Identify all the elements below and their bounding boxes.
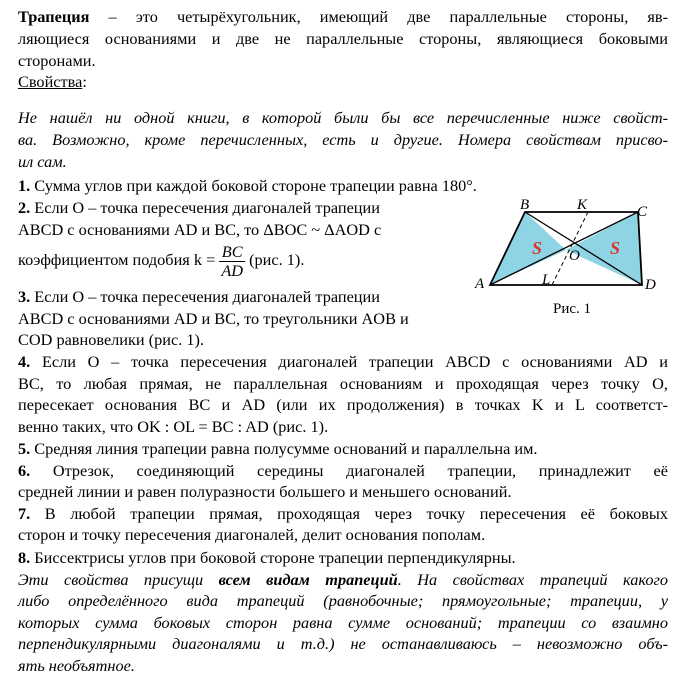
closing-line-4: перпендикулярными диагоналями и т.д.) не останавливаюсь – невозможно объ- xyxy=(18,634,668,653)
note-line-2: ва. Возможно, кроме перечисленных, есть и другие. Номера свойствам присво- xyxy=(18,130,668,149)
label-o: O xyxy=(569,248,580,264)
property-4-line-4: венно таких, что OK : OL = BC : AD (рис. 1). xyxy=(18,417,329,436)
label-k: K xyxy=(577,197,588,213)
property-5: 5. Средняя линия трапеции равна полусумме оснований и параллельна им. xyxy=(18,439,538,458)
area-s-left: S xyxy=(532,238,543,258)
label-c: C xyxy=(637,204,648,220)
definition-line-2: ляющиеся основаниями и две не параллельные стороны, являющиеся боковыми xyxy=(18,29,668,48)
definition-line-3: сторонами. xyxy=(18,51,96,70)
property-6-line-2: средней линии и равен полуразности большего и меньшего оснований. xyxy=(18,482,512,501)
property-7-line-1: 7. В любой трапеции прямая, проходящая через точку пересечения её боковых xyxy=(18,504,668,523)
property-2-line-2: ABCD с основаниями AD и BC, то ΔBOC ~ ΔAOD с xyxy=(18,220,382,239)
property-1: 1. Сумма углов при каждой боковой стороне трапеции равна 180°. xyxy=(18,176,477,195)
triangle-aob xyxy=(490,212,566,285)
property-4-line-3: пересекает основания BC и AD (или их продолжения) в точках K и L соответст- xyxy=(18,395,668,414)
property-2-line-1: 2. Если O – точка пересечения диагоналей трапеции xyxy=(18,198,380,217)
closing-line-2: либо определённого вида трапеций (равнобочные; прямоугольные; трапеции, у xyxy=(18,591,668,610)
label-a: A xyxy=(475,276,485,292)
property-3-line-2: ABCD с основаниями AD и BC, то треугольники AOB и xyxy=(18,309,409,328)
properties-heading: Свойства: xyxy=(18,72,87,91)
term-trapezoid: Трапеция xyxy=(18,7,90,26)
property-3-line-3: COD равновелики (рис. 1). xyxy=(18,330,204,349)
label-b: B xyxy=(520,197,530,213)
property-2-line-3: коэффициентом подобия k = $\frac{BC}{AD}$ (рис. 1). xyxy=(18,242,305,280)
note-line-3: ил сам. xyxy=(18,152,67,171)
similarity-fraction: $\frac{BC}{AD}$ xyxy=(221,242,244,280)
label-l: L xyxy=(542,272,551,288)
figure-caption: Рис. 1 xyxy=(553,301,592,317)
closing-line-1: Эти свойства присущи всем видам трапеций. На свойствах трапеций какого xyxy=(18,570,668,589)
property-4-line-1: 4. Если O – точка пересечения диагоналей трапеции ABCD с основаниями AD и xyxy=(18,352,668,371)
closing-line-3: которых сумма боковых сторон равна сумме оснований; трапеции со взаимно xyxy=(18,613,668,632)
property-7-line-2: сторон и точку пересечения диагоналей, делит основания пополам. xyxy=(18,525,486,544)
area-s-right: S xyxy=(610,238,621,258)
trapezoid-figure xyxy=(470,196,675,322)
definition-text: – это четырёхугольник, имеющий две параллельные стороны, яв- xyxy=(108,7,668,26)
note-line-1: Не нашёл ни одной книги, в которой были бы все перечисленные ниже свойст- xyxy=(18,108,668,127)
closing-line-5: ять необъятное. xyxy=(18,656,135,675)
property-8: 8. Биссектрисы углов при боковой стороне трапеции перпендикулярны. xyxy=(18,548,516,567)
definition-line-1 xyxy=(18,6,668,27)
property-6-line-1: 6. Отрезок, соединяющий середины диагоналей трапеции, принадлежит её xyxy=(18,461,668,480)
property-3-line-1: 3. Если O – точка пересечения диагоналей трапеции xyxy=(18,287,380,306)
property-4-line-2: BC, то любая прямая, не параллельная основаниям и проходящая через точку O, xyxy=(18,374,668,393)
label-d: D xyxy=(645,277,656,293)
